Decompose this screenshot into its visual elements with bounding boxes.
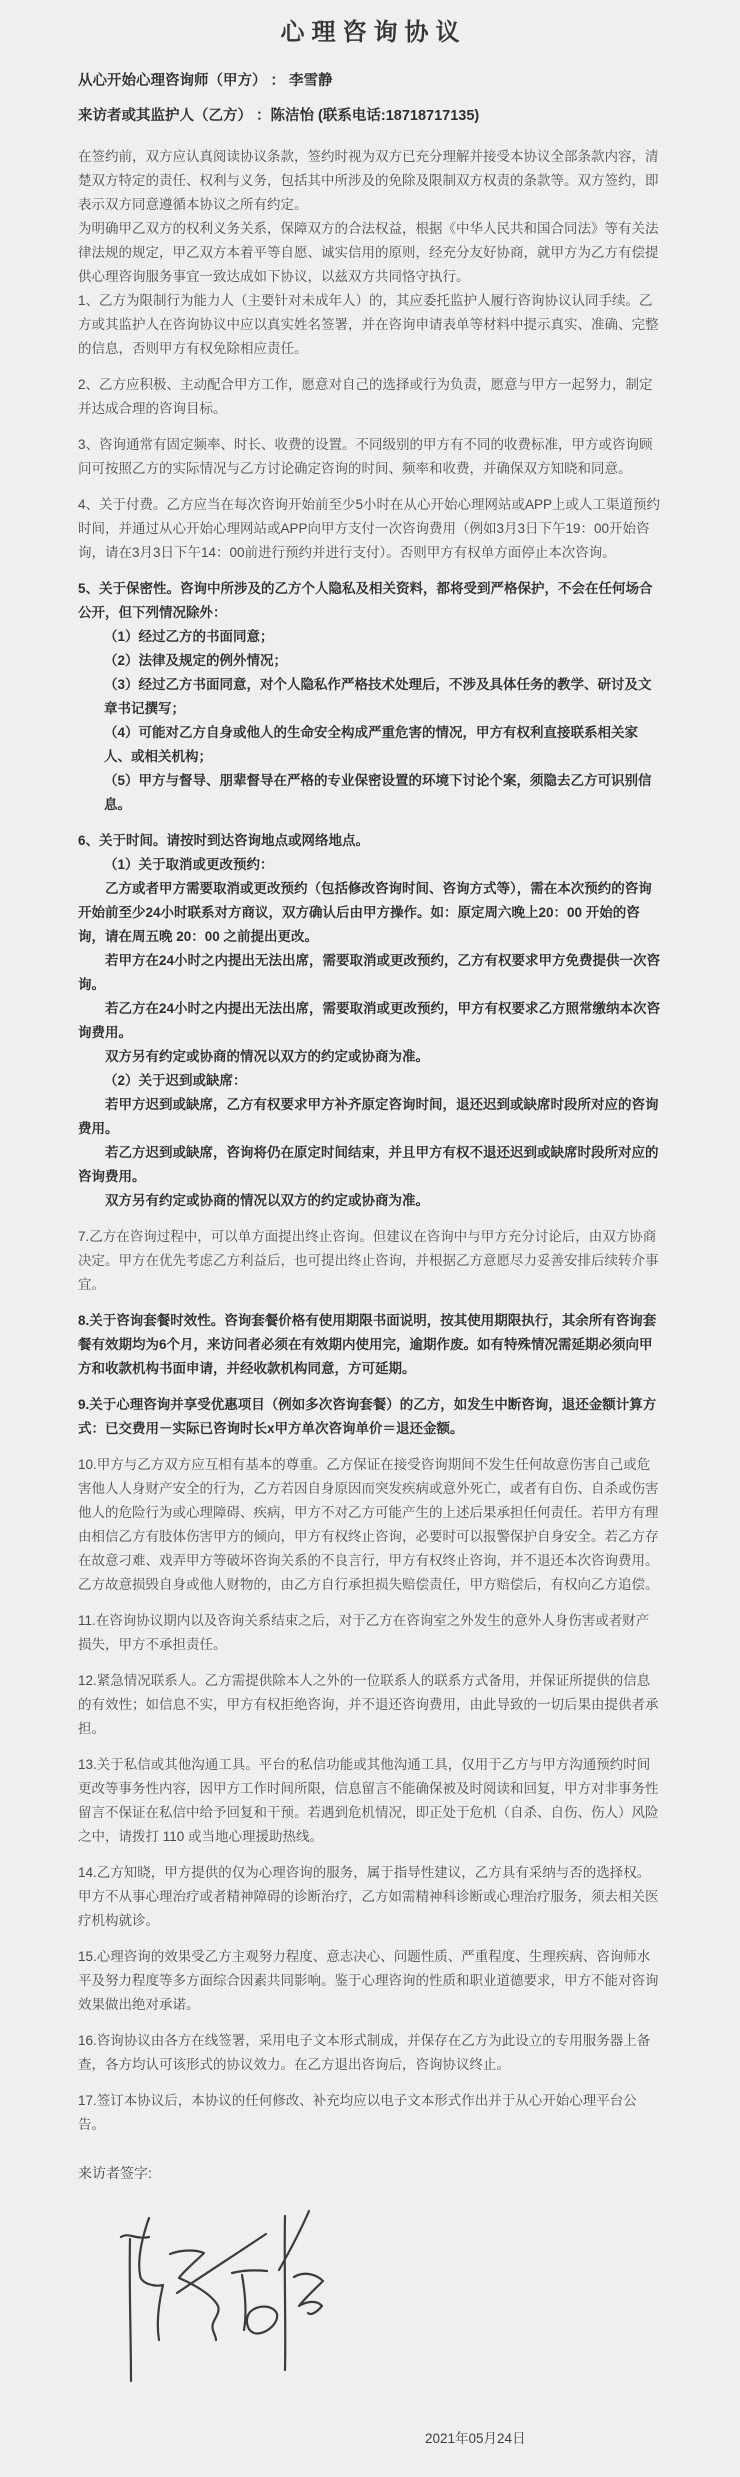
clause xyxy=(78,1669,662,1741)
clause-text: 6、关于时间。请按时到达咨询地点或网络地点。 xyxy=(78,833,370,848)
clause-subtext: 若甲方在24小时之内提出无法出席，需要取消或更改预约，乙方有权要求甲方免费提供一次咨询。 xyxy=(78,953,661,992)
party-a-line: 从心开始心理咨询师（甲方） ： 李雪静 xyxy=(78,73,333,89)
clause-subtext: （2）关于迟到或缺席： xyxy=(104,1073,247,1088)
clause-subtext: （1）关于取消或更改预约： xyxy=(104,857,274,872)
clause-subtext: 若乙方迟到或缺席，咨询将仍在原定时间结束，并且甲方有权不退还迟到或缺席时段所对应的咨询费用。 xyxy=(78,1145,659,1184)
signature-stroke xyxy=(279,2211,309,2270)
visitor-signature-label: 来访者签字: xyxy=(78,2165,152,2181)
clause-text: 7.乙方在咨询过程中，可以单方面提出终止咨询。但建议在咨询中与甲方充分讨论后，由双方协商决定。甲方在优先考虑乙方利益后，也可提出终止咨询，并根据乙方意愿尽力妥善安排后续转介事宜。 xyxy=(78,1229,659,1292)
signature-stroke xyxy=(247,2307,277,2334)
clause xyxy=(78,433,662,481)
clause xyxy=(78,1225,662,1297)
clause-text: 17.签订本协议后，本协议的任何修改、补充均应以电子文本形式作出并于从心开始心理平台公告。 xyxy=(78,2093,637,2132)
clause xyxy=(78,2089,662,2137)
intro-paragraph: 在签约前，双方应认真阅读协议条款，签约时视为双方已充分理解并接受本协议全部条款内容，清楚双方特定的责任、权利与义务，包括其中所涉及的免除及限制双方权责的条款等。双方签约，即表示双方同意遵循本协议之所有约定。 xyxy=(78,149,659,212)
clause-text: 3、咨询通常有固定频率、时长、收费的设置。不同级别的甲方有不同的收费标准，甲方或咨询顾问可按照乙方的实际情况与乙方讨论确定咨询的时间、频率和收费，并确保双方知晓和同意。 xyxy=(78,437,653,476)
clause xyxy=(78,829,662,1213)
clause-subtext: 乙方或者甲方需要取消或更改预约（包括修改咨询时间、咨询方式等），需在本次预约的咨询开始前至少24小时联系对方商议，双方确认后由甲方操作。如：原定周六晚上20：00 开始的咨询，请在周五晚 20：00 之前提出更改。 xyxy=(78,881,652,944)
clause-text: 16.咨询协议由各方在线签署，采用电子文本形式制成，并保存在乙方为此设立的专用服务器上备查，各方均认可该形式的协议效力。在乙方退出咨询后，咨询协议终止。 xyxy=(78,2033,651,2072)
signature-stroke xyxy=(294,2274,323,2314)
clauses xyxy=(78,289,662,2137)
signature-stroke xyxy=(170,2251,219,2341)
clause-text: 5、关于保密性。咨询中所涉及的乙方个人隐私及相关资料，都将受到严格保护，不会在任何场合公开，但下列情况除外： xyxy=(78,581,653,620)
signature-stroke xyxy=(121,2235,149,2237)
clause-text: 1、乙方为限制行为能力人（主要针对未成年人）的，其应委托监护人履行咨询协议认同手续。乙方或其监护人在咨询协议中应以真实姓名签署，并在咨询申请表单等材料中提示真实、准确、完整的信息，否则甲方有权免除相应责任。 xyxy=(78,293,659,356)
clause-subtext: 双方另有约定或协商的情况以双方的约定或协商为准。 xyxy=(105,1049,429,1064)
signature-stroke xyxy=(242,2275,245,2330)
clause xyxy=(78,577,662,817)
clause xyxy=(78,1753,662,1849)
clause-subtext: （2）法律及规定的例外情况； xyxy=(104,653,288,668)
clause-text: 10.甲方与乙方双方应互相有基本的尊重。乙方保证在接受咨询期间不发生任何故意伤害自己或危害他人人身财产安全的行为，乙方若因自身原因而突发疾病或意外死亡，或者有自伤、自杀或伤害他人的危险行为或心理障碍、疾病，甲方不对乙方可能产生的上述后果承担任何责任。若甲方有理由相信乙方有肢体伤害甲方的倾向，甲方有权终止咨询，必要时可以报警保护自身安全。若乙方存在故意刁难、戏弄甲方等破坏咨询关系的不良言行，甲方有权终止咨询，并不退还本次咨询费用。乙方故意损毁自身或他人财物的，由乙方自行承担损失赔偿责任，甲方赔偿后，有权向乙方追偿。 xyxy=(78,1457,659,1592)
clause-subtext: 双方另有约定或协商的情况以双方的约定或协商为准。 xyxy=(105,1193,429,1208)
clause xyxy=(78,1393,662,1441)
clause xyxy=(78,1861,662,1933)
clause-subtext: （5）甲方与督导、朋辈督导在严格的专业保密设置的环境下讨论个案，须隐去乙方可识别信息。 xyxy=(104,773,652,812)
date-text: 2021年05月24日 xyxy=(425,2431,526,2446)
clause xyxy=(78,493,662,565)
page-title: 心理咨询协议 xyxy=(280,19,467,46)
clause-subtext: （4）可能对乙方自身或他人的生命安全构成严重危害的情况，甲方有权利直接联系相关家人、或相关机构； xyxy=(104,725,639,764)
clause xyxy=(78,1945,662,2017)
clause xyxy=(78,1453,662,1597)
clause-text: 9.关于心理咨询并享受优惠项目（例如多次咨询套餐）的乙方，如发生中断咨询，退还金额计算方式：已交费用－实际已咨询时长x甲方单次咨询单价＝退还金额。 xyxy=(78,1397,657,1436)
clause xyxy=(78,1609,662,1657)
clause-text: 12.紧急情况联系人。乙方需提供除本人之外的一位联系人的联系方式备用，并保证所提供的信息的有效性；如信息不实，甲方有权拒绝咨询，并不退还咨询费用，由此导致的一切后果由提供者承担。 xyxy=(78,1673,659,1736)
clause-text: 14.乙方知晓，甲方提供的仅为心理咨询的服务，属于指导性建议，乙方具有采纳与否的选择权。甲方不从事心理治疗或者精神障碍的诊断治疗，乙方如需精神科诊断或心理治疗服务，须去相关医疗机构就诊。 xyxy=(78,1865,659,1928)
clause-subtext: 若乙方在24小时之内提出无法出席，需要取消或更改预约，甲方有权要求乙方照常缴纳本次咨询费用。 xyxy=(78,1001,661,1040)
clause-text: 2、乙方应积极、主动配合甲方工作，愿意对自己的选择或行为负责，愿意与甲方一起努力，制定并达成合理的咨询目标。 xyxy=(78,377,653,416)
clause-subtext: 若甲方迟到或缺席，乙方有权要求甲方补齐原定咨询时间，退还迟到或缺席时段所对应的咨询费用。 xyxy=(78,1097,659,1136)
signature-stroke xyxy=(285,2216,286,2370)
visitor-signature xyxy=(60,2197,360,2417)
intro-paragraph: 为明确甲乙双方的权利义务关系，保障双方的合法权益，根据《中华人民共和国合同法》等有关法律法规的规定，甲乙双方本着平等自愿、诚实信用的原则，经充分友好协商，就甲方为乙方有偿提供心理咨询服务事宜一致达成如下协议，以兹双方共同恪守执行。 xyxy=(78,221,659,284)
signature-stroke xyxy=(130,2239,131,2381)
clause xyxy=(78,1309,662,1381)
clause xyxy=(78,2029,662,2077)
clause-subtext: （1）经过乙方的书面同意； xyxy=(104,629,274,644)
signature-stroke xyxy=(139,2218,163,2340)
signature-stroke xyxy=(177,2234,266,2293)
clause-text: 13.关于私信或其他沟通工具。平台的私信功能或其他沟通工具，仅用于乙方与甲方沟通预约时间更改等事务性内容，因甲方工作时间所限，信息留言不能确保被及时阅读和回复，甲方对非事务性留言不保证在私信中给予回复和干预。若遇到危机情况，即正处于危机（自杀、自伤、伤人）风险之中，请拨打 110 或当地心理援助热线。 xyxy=(78,1757,659,1844)
clause-text: 15.心理咨询的效果受乙方主观努力程度、意志决心、问题性质、严重程度、生理疾病、咨询师水平及努力程度等多方面综合因素共同影响。鉴于心理咨询的性质和职业道德要求，甲方不能对咨询效果做出绝对承诺。 xyxy=(78,1949,659,2012)
clause-text: 11.在咨询协议期内以及咨询关系结束之后，对于乙方在咨询室之外发生的意外人身伤害或者财产损失，甲方不承担责任。 xyxy=(78,1613,650,1652)
party-b-line: 来访者或其监护人（乙方） ：陈洁怡 (联系电话:18718717135) xyxy=(78,108,480,124)
clause-text: 8.关于咨询套餐时效性。咨询套餐价格有使用期限书面说明，按其使用期限执行，其余所有咨询套餐有效期均为6个月，来访问者必须在有效期内使用完，逾期作废。如有特殊情况需延期必须向甲方和收款机构书面申请，并经收款机构同意，方可延期。 xyxy=(78,1313,657,1376)
clause xyxy=(78,289,662,361)
clause-text: 4、关于付费。乙方应当在每次咨询开始前至少5小时在从心开始心理网站或APP上或人工渠道预约时间，并通过从心开始心理网站或APP向甲方支付一次咨询费用（例如3月3日下午19：00开始咨询，请在3月3日下午14：00前进行预约并进行支付）。否则甲方有权单方面停止本次咨询。 xyxy=(78,497,661,560)
clause-subtext: （3）经过乙方书面同意，对个人隐私作严格技术处理后，不涉及具体任务的教学、研讨及文章书记撰写； xyxy=(104,677,652,716)
signature-stroke xyxy=(232,2270,267,2273)
clause xyxy=(78,373,662,421)
